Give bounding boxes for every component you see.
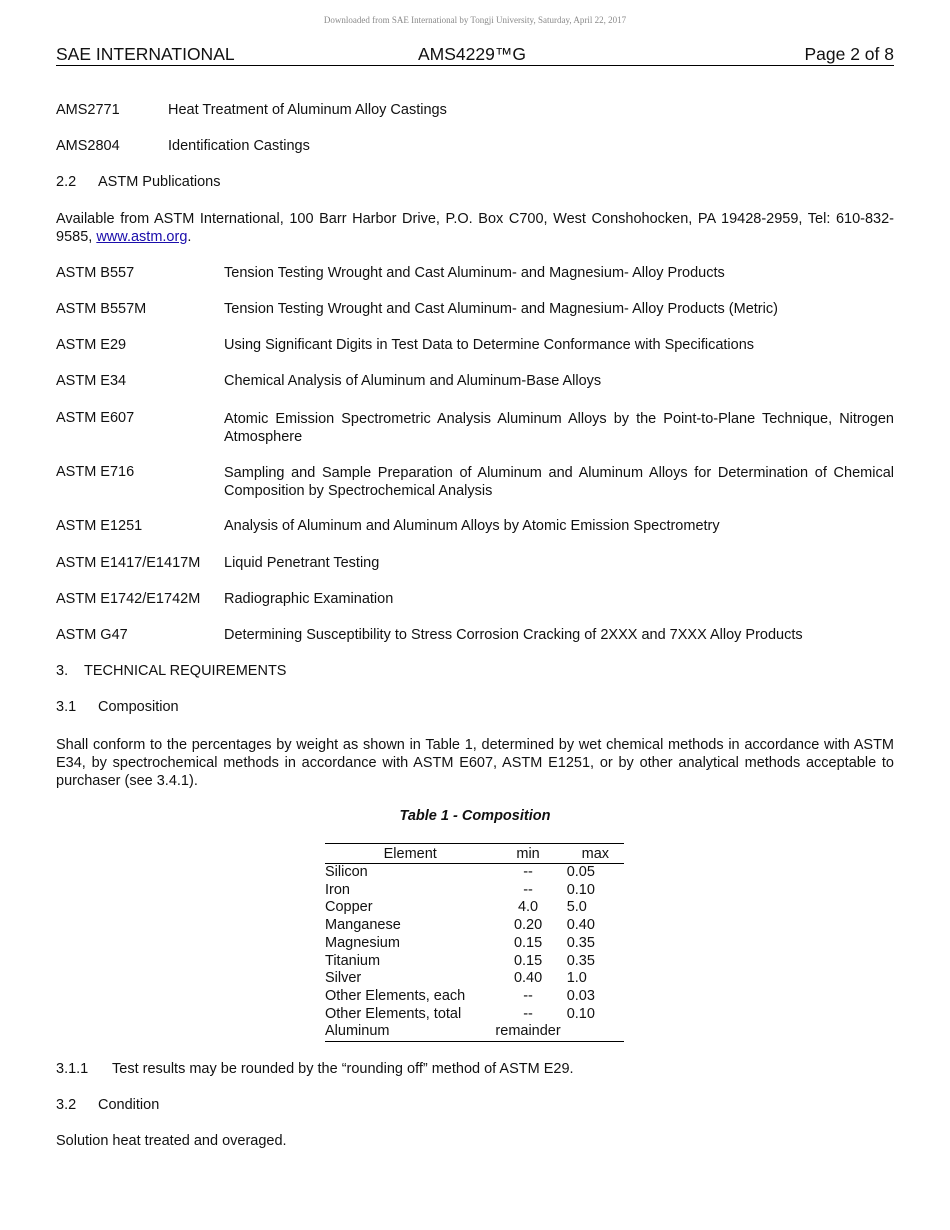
reference-title: Chemical Analysis of Aluminum and Aluminum-Base Alloys bbox=[224, 373, 602, 389]
page-header bbox=[56, 44, 894, 66]
reference-code: AMS2804 bbox=[56, 138, 120, 154]
element-cell: Titanium bbox=[325, 952, 381, 969]
reference-title: Sampling and Sample Preparation of Aluminum and Aluminum Alloys for Determination of Chemical Composition by Spectrochemical Analysis bbox=[224, 465, 894, 499]
composition-paragraph: Shall conform to the percentages by weight as shown in Table 1, determined by wet chemical methods in accordance with ASTM E34, by spectrochemical methods in accordance with ASTM E607, ASTM E1251, or by other analytical methods acceptable to purchaser (see 3.4.1). bbox=[56, 737, 894, 789]
section-title: ASTM Publications bbox=[98, 174, 221, 190]
reference-code: ASTM E29 bbox=[56, 337, 127, 353]
table-row bbox=[325, 899, 624, 917]
composition-table bbox=[325, 843, 624, 1042]
reference-title: Analysis of Aluminum and Aluminum Alloys by Atomic Emission Spectrometry bbox=[224, 518, 720, 534]
table-row bbox=[325, 935, 624, 953]
astm-availability-end: . bbox=[187, 229, 192, 245]
reference-code: ASTM G47 bbox=[56, 627, 128, 643]
min-cell: 4.0 bbox=[517, 899, 539, 916]
max-cell bbox=[561, 1023, 624, 1041]
reference-title: Using Significant Digits in Test Data to Determine Conformance with Specifications bbox=[224, 337, 755, 353]
table-row bbox=[325, 882, 624, 900]
max-cell: 0.35 bbox=[566, 952, 595, 969]
element-cell: Silver bbox=[325, 970, 362, 987]
max-cell: 0.10 bbox=[566, 1005, 595, 1022]
table-row bbox=[325, 1023, 624, 1041]
min-cell: remainder bbox=[495, 1023, 561, 1040]
element-cell: Manganese bbox=[325, 917, 401, 934]
column-header-max: max bbox=[561, 844, 624, 864]
section-title: TECHNICAL REQUIREMENTS bbox=[84, 663, 287, 679]
header-document-number: AMS4229™G bbox=[418, 44, 526, 64]
column-header-element: Element bbox=[325, 844, 495, 864]
max-cell: 1.0 bbox=[566, 970, 587, 987]
download-notice: Downloaded from SAE International by Tongji University, Saturday, April 22, 2017 bbox=[323, 15, 627, 25]
reference-code: ASTM E34 bbox=[56, 373, 127, 389]
section-title: Condition bbox=[98, 1097, 160, 1113]
reference-code: ASTM E1417/E1417M bbox=[56, 555, 201, 571]
header-publisher: SAE INTERNATIONAL bbox=[56, 44, 235, 64]
max-cell: 0.40 bbox=[566, 917, 595, 934]
element-cell: Other Elements, each bbox=[325, 987, 466, 1004]
section-number: 3.1 bbox=[56, 699, 77, 715]
table-row bbox=[325, 953, 624, 971]
max-cell: 0.05 bbox=[566, 864, 595, 880]
table-row bbox=[325, 864, 624, 882]
column-header-min: min bbox=[495, 844, 560, 864]
min-cell: -- bbox=[523, 864, 533, 880]
reference-code: AMS2771 bbox=[56, 102, 120, 118]
section-title: Composition bbox=[98, 699, 179, 715]
reference-title: Atomic Emission Spectrometric Analysis Aluminum Alloys by the Point-to-Plane Technique, Nitrogen Atmosphere bbox=[224, 411, 894, 445]
reference-title: Heat Treatment of Aluminum Alloy Castings bbox=[168, 102, 447, 118]
condition-paragraph: Solution heat treated and overaged. bbox=[56, 1133, 287, 1149]
table-header-row bbox=[325, 844, 624, 864]
min-cell: -- bbox=[523, 1005, 533, 1022]
table-row bbox=[325, 1006, 624, 1024]
max-cell: 5.0 bbox=[566, 899, 587, 916]
reference-code: ASTM B557 bbox=[56, 265, 135, 281]
reference-code: ASTM E607 bbox=[56, 410, 135, 426]
astm-website-link[interactable]: www.astm.org bbox=[96, 229, 188, 245]
element-cell: Magnesium bbox=[325, 934, 400, 951]
max-cell: 0.03 bbox=[566, 987, 595, 1004]
section-number: 3.2 bbox=[56, 1097, 77, 1113]
astm-availability-paragraph bbox=[56, 210, 894, 246]
reference-title: Determining Susceptibility to Stress Corrosion Cracking of 2XXX and 7XXX Alloy Products bbox=[224, 627, 803, 643]
element-cell: Aluminum bbox=[325, 1023, 390, 1040]
section-number: 3.1.1 bbox=[56, 1061, 89, 1077]
min-cell: 0.40 bbox=[513, 970, 543, 987]
min-cell: 0.15 bbox=[513, 952, 543, 969]
reference-code: ASTM B557M bbox=[56, 301, 147, 317]
reference-title: Identification Castings bbox=[168, 138, 310, 154]
min-cell: 0.20 bbox=[513, 917, 543, 934]
table-row bbox=[325, 917, 624, 935]
section-text: Test results may be rounded by the “rounding off” method of ASTM E29. bbox=[112, 1061, 574, 1077]
reference-title: Radiographic Examination bbox=[224, 591, 394, 607]
max-cell: 0.10 bbox=[566, 881, 595, 898]
element-cell: Iron bbox=[325, 881, 350, 898]
min-cell: 0.15 bbox=[513, 934, 543, 951]
astm-availability-text: Available from ASTM International, 100 Barr Harbor Drive, P.O. Box C700, West Conshohocken, PA 19428-2959, Tel: 610-832-9585, bbox=[56, 211, 894, 245]
max-cell: 0.35 bbox=[566, 934, 595, 951]
table-row bbox=[325, 970, 624, 988]
element-cell: Silicon bbox=[325, 864, 368, 880]
element-cell: Other Elements, total bbox=[325, 1005, 462, 1022]
section-number: 2.2 bbox=[56, 174, 77, 190]
min-cell: -- bbox=[523, 987, 533, 1004]
element-cell: Copper bbox=[325, 899, 373, 916]
reference-code: ASTM E716 bbox=[56, 464, 135, 480]
reference-title: Tension Testing Wrought and Cast Aluminum- and Magnesium- Alloy Products bbox=[224, 265, 725, 281]
reference-code: ASTM E1251 bbox=[56, 518, 143, 534]
table-row bbox=[325, 988, 624, 1006]
section-number: 3. bbox=[56, 663, 69, 679]
reference-title: Tension Testing Wrought and Cast Aluminum- and Magnesium- Alloy Products (Metric) bbox=[224, 301, 778, 317]
reference-code: ASTM E1742/E1742M bbox=[56, 591, 201, 607]
reference-title: Liquid Penetrant Testing bbox=[224, 555, 380, 571]
header-page-number: Page 2 of 8 bbox=[804, 44, 894, 64]
table-caption: Table 1 - Composition bbox=[399, 808, 551, 824]
min-cell: -- bbox=[523, 881, 533, 898]
